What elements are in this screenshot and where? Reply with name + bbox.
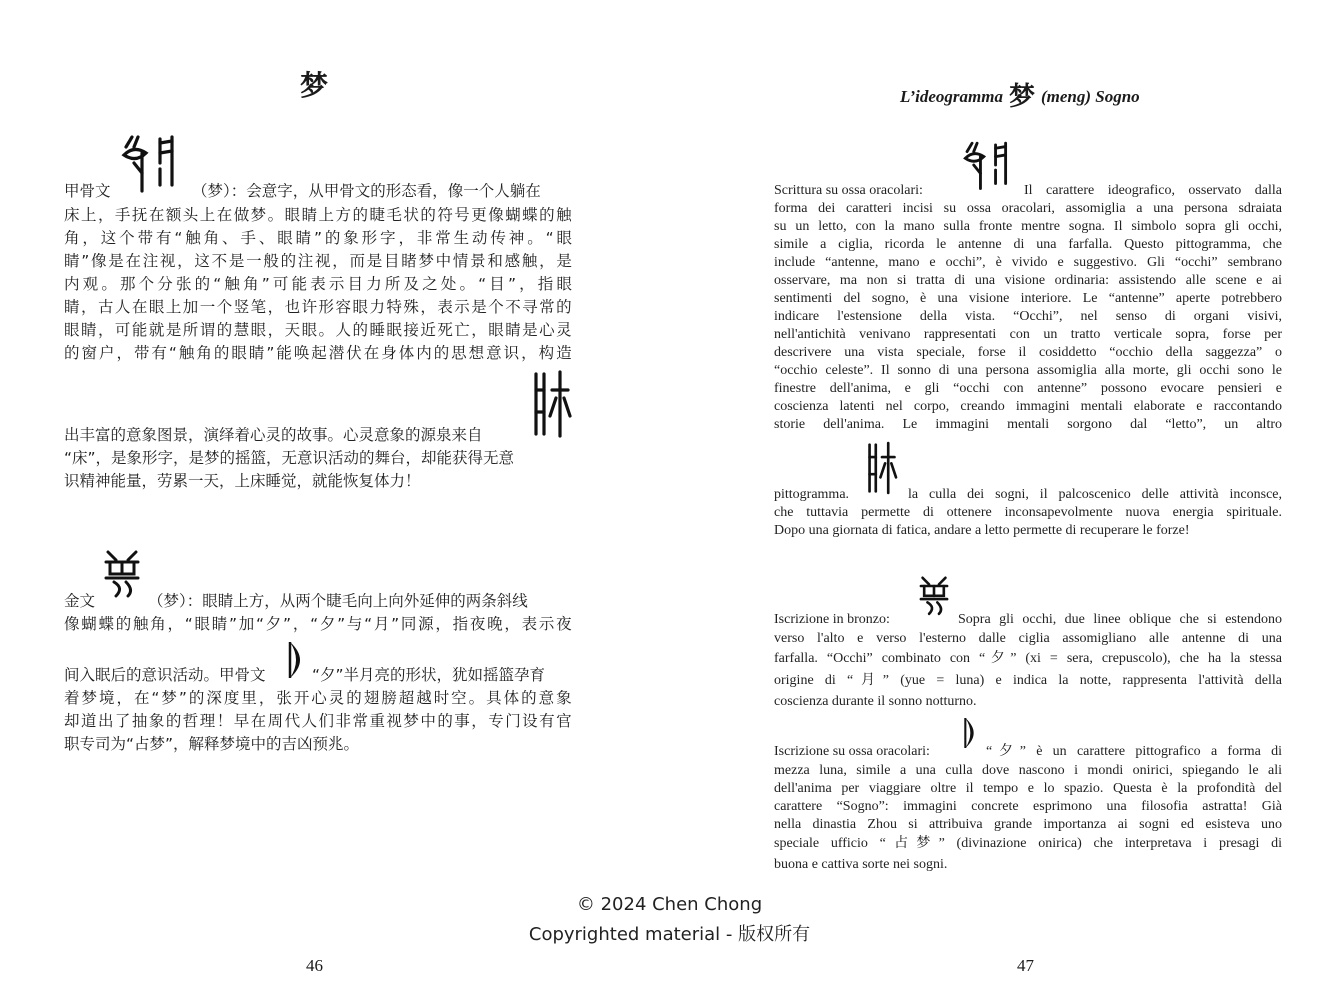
text-line: osservare, ma non si tratta di una visione ordinaria: assistendo alle scene e ai <box>774 273 1282 288</box>
title-char: 梦 <box>1008 82 1035 112</box>
text-line: “夕” è un carattere pittografico a forma di <box>986 744 1282 759</box>
text-line: 出丰富的意象图景，演绎着心灵的故事。心灵意象的源泉来自 <box>64 426 483 444</box>
title-prefix: L’ideogramma <box>900 87 1003 106</box>
bronze-dream-glyph-icon <box>916 574 952 616</box>
text-line: Dopo una giornata di fatica, andare a letto permette di recuperare le forze! <box>774 523 1190 538</box>
copyright-notice: Copyrighted material - 版权所有 <box>528 924 811 945</box>
text-line: simile a ciglia, ricorda le antenne di una farfalla. Questo pittogramma, che <box>774 237 1282 252</box>
text-line: 睛 ， 古 人 在 眼 上 加 一 个 竖 笔 ， 也 许 形 容 眼 力 特 殊 ， 表 示 是 个 不 寻 常 的 <box>64 298 572 316</box>
text-line: 却 道 出 了 抽 象 的 哲 理 ！ 早 在 周 代 人 们 非 常 重 视 梦 中 的 事 ， 专 门 设 有 官 <box>64 712 572 730</box>
text-line: mezza luna, simile a una culla dove nascono i mondi onirici, spiegando le ali <box>774 763 1282 778</box>
text-line: （梦）：会意字，从甲骨文的形态看，像一个人躺在 <box>192 182 541 200</box>
crescent-moon-glyph-icon <box>962 716 982 750</box>
text-line: 像 蝴 蝶 的 触 角 ， “ 眼 睛 ” 加 “ 夕 ” ， “ 夕 ” 与 “ 月 ” 同 源 ， 指 夜 晚 ， 表 示 夜 <box>64 615 572 633</box>
right-page <box>690 0 1339 997</box>
text-line: su un letto, con la mano sulla fronte mentre sogna. Il simbolo sopra gli occhi, <box>774 219 1282 234</box>
label-oracle-bone-it-2: Iscrizione su ossa oracolari: <box>774 744 930 759</box>
text-line: dell'anima per viaggiare oltre il tempo e lo spazio. Questa è la profondità del <box>774 781 1282 796</box>
page-number-left: 46 <box>306 956 323 975</box>
text-line: 角 ， 这 个 带 有 “ 触 角 、 手 、 眼 睛 ” 的 象 形 字 ， 非 常 生 动 传 神 。 “ 眼 <box>64 229 572 247</box>
text-line: coscienza latenti nel corpo, creando immagini mentali elaborate e raccontando <box>774 399 1282 414</box>
text-line: nell'antichità venivano rappresentati con un tratto verticale sopra, forse per <box>774 327 1282 342</box>
text-line: Sopra gli occhi, due linee oblique che si estendono <box>958 612 1282 627</box>
text-line: che tuttavia permette di ottenere inconsapevolmente nuova energia spirituale. <box>774 505 1282 520</box>
text-line: coscienza durante il sonno notturno. <box>774 694 977 709</box>
bronze-dream-glyph-icon <box>100 548 144 598</box>
copyright-line: © 2024 Chen Chong <box>576 894 763 915</box>
text-line: 间入眠后的意识活动。甲骨文 <box>64 666 266 684</box>
text-line: carattere “Sogno”: immagini concrete esprimono una filosofia astratta! Già <box>774 799 1282 814</box>
text-line: speciale ufficio “占梦” (divinazione onirica) che interpretava i presagi di <box>774 836 1282 851</box>
text-line: “夕”半月亮的形状，犹如摇篮孕育 <box>312 666 546 684</box>
text-line: la culla dei sogni, il palcoscenico delle attività inconsce, <box>908 487 1282 502</box>
text-line: （梦）：眼睛上方，从两个睫毛向上向外延伸的两条斜线 <box>148 592 528 610</box>
text-line: origine di “月” (yue = luna) e indica la notte, rappresenta l'attività della <box>774 673 1282 688</box>
text-line: “床”，是象形字，是梦的摇篮，无意识活动的舞台，却能获得无意 <box>64 449 515 467</box>
label-oracle-bone: 甲骨文 <box>64 182 111 200</box>
text-line: 的 窗 户 ， 带 有 “ 触 角 的 眼 睛 ” 能 唤 起 潜 伏 在 身 体 内 的 思 想 意 识 ， 构 造 <box>64 344 572 362</box>
bed-glyph-icon <box>532 368 572 440</box>
title-suffix: (meng) Sogno <box>1040 87 1140 106</box>
oracle-bone-dream-glyph-icon <box>962 138 1014 192</box>
label-oracle-bone-it: Scrittura su ossa oracolari: <box>774 183 923 198</box>
text-line: sentimenti del sogno, è una visione interiore. Le “antenne” aperte potrebbero <box>774 291 1282 306</box>
text-line: forma dei caratteri incisi su ossa oracolari, assomiglia a una persona sdraiata <box>774 201 1282 216</box>
text-line: “occhio celeste”. Il sonno di una persona assomiglia alla morte, gli occhi sono le <box>774 363 1282 378</box>
text-line: nella dinastia Zhou si attribuiva grande importanza ai sogni ed esisteva uno <box>774 817 1282 832</box>
oracle-bone-dream-glyph-icon <box>120 133 182 193</box>
text-line: verso l'alto e verso l'esterno dalle ciglia assomigliano alle antenne di una <box>774 631 1282 646</box>
text-line: 职专司为“占梦”，解释梦境中的吉凶预兆。 <box>64 735 360 753</box>
text-line: pittogramma. <box>774 487 850 502</box>
label-bronze-it: Iscrizione in bronzo: <box>774 612 890 627</box>
left-page <box>0 0 650 997</box>
text-line: 眼 睛 ， 可 能 就 是 所 谓 的 慧 眼 ， 天 眼 。 人 的 睡 眠 接 近 死 亡 ， 眼 睛 是 心 灵 <box>64 321 572 339</box>
text-line: storie dell'anima. Le immagini mentali sorgono dal “letto”, un altro <box>774 417 1282 432</box>
text-line: 睛 ” 像 是 在 注 视 ， 这 不 是 一 般 的 注 视 ， 而 是 目 睹 梦 中 情 景 和 感 触 ， 是 <box>64 252 572 270</box>
text-line: 内 观 。 那 个 分 张 的 “ 触 角 ” 可 能 表 示 目 力 所 及 之 处 。 “ 目 ” ， 指 眼 <box>64 275 572 293</box>
text-line: 着 梦 境 ， 在 “ 梦 ” 的 深 度 里 ， 张 开 心 灵 的 翅 膀 超 越 时 空 。 具 体 的 意 象 <box>64 689 572 707</box>
text-line: farfalla. “Occhi” combinato con “夕” (xi = sera, crepuscolo), che ha la stessa <box>774 651 1282 666</box>
page-title-italian <box>900 76 1140 113</box>
text-line: descrivere una vista speciale, forse il cosiddetto “occhio della saggezza” o <box>774 345 1282 360</box>
page-title: 梦 <box>300 69 329 102</box>
text-line: include “antenne, mano e occhi”, è vivido e suggestivo. Gli “occhi” sembrano <box>774 255 1282 270</box>
text-line: 床 上 ， 手 抚 在 额 头 上 在 做 梦 。 眼 睛 上 方 的 睫 毛 状 的 符 号 更 像 蝴 蝶 的 触 <box>64 206 572 224</box>
crescent-moon-glyph-icon <box>286 640 310 680</box>
label-bronze: 金文 <box>64 592 96 610</box>
bed-glyph-icon <box>866 440 898 496</box>
page-number-right: 47 <box>1017 956 1034 975</box>
text-line: indicare l'estensione della vista. “Occhi”, nel senso di organi visivi, <box>774 309 1282 324</box>
text-line: buona e cattiva sorte nei sogni. <box>774 857 948 872</box>
text-line: finestre dell'anima, e gli “occhi con antenne” possono evocare pensieri e <box>774 381 1282 396</box>
text-line: 识精神能量，劳累一天，上床睡觉，就能恢复体力！ <box>64 472 421 490</box>
text-line: Il carattere ideografico, osservato dalla <box>1024 183 1282 198</box>
